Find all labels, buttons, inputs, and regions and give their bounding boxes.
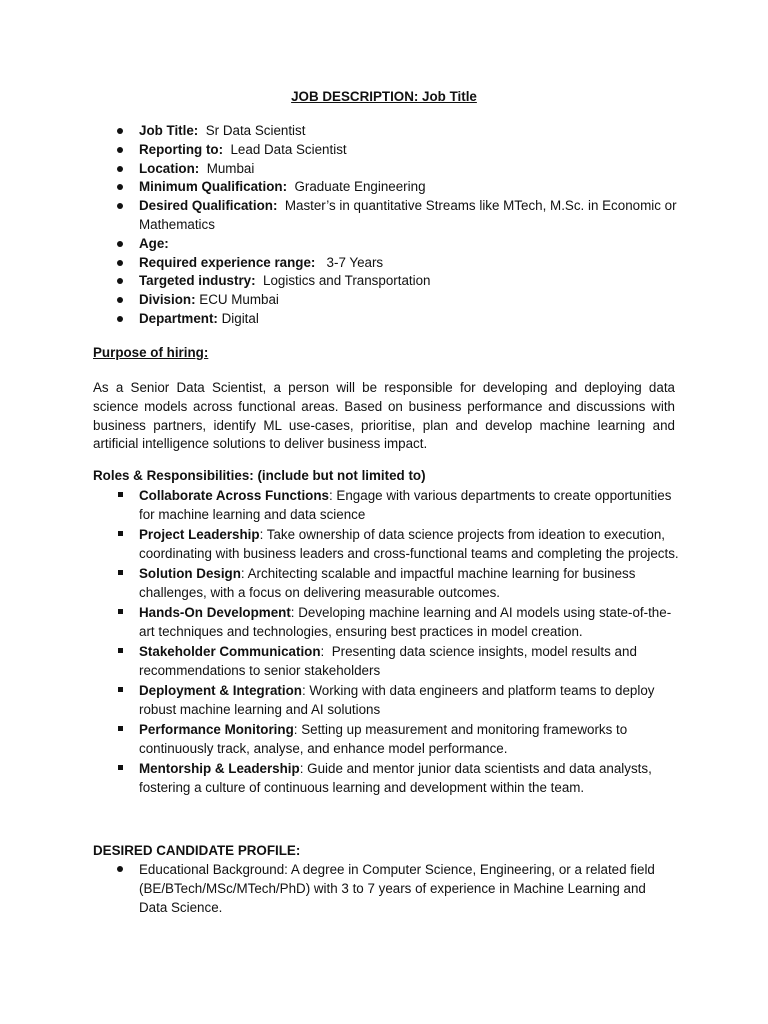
role-item bbox=[139, 603, 679, 641]
role-text: : Guide and mentor junior data scientists and data analysts, fostering a culture of continuous learning and development within the team. bbox=[139, 761, 652, 796]
role-text: : Architecting scalable and impactful machine learning for business challenges, with a focus on delivering measurable outcomes. bbox=[139, 566, 636, 601]
role-item bbox=[139, 525, 679, 563]
role-label: Deployment & Integration bbox=[139, 683, 302, 698]
role-text: : Setting up measurement and monitoring frameworks to continuously track, analyse, and enhance model performance. bbox=[139, 722, 628, 757]
detail-value: ECU Mumbai bbox=[195, 292, 279, 308]
detail-label: Job Title: bbox=[139, 123, 199, 138]
candidate-item: Educational Background: A degree in Computer Science, Engineering, or a related field (BE/BTech/MSc/MTech/PhD) with 3 to 7 years of experience in Machine Learning and Data Science. bbox=[139, 860, 659, 917]
detail-label: Location: bbox=[139, 160, 200, 176]
roles-heading: Roles & Responsibilities: (include but not limited to) bbox=[93, 468, 426, 483]
role-item bbox=[139, 486, 679, 524]
detail-value: Sr Data Scientist bbox=[198, 123, 306, 138]
role-label: Hands-On Development bbox=[139, 605, 291, 620]
detail-value: Digital bbox=[217, 310, 259, 326]
role-item bbox=[139, 681, 679, 719]
role-item bbox=[139, 642, 679, 680]
detail-label: Desired Qualification: bbox=[139, 198, 278, 214]
role-label: Collaborate Across Functions bbox=[139, 488, 329, 503]
role-item bbox=[139, 759, 679, 797]
detail-label: Targeted industry: bbox=[139, 273, 256, 289]
detail-label: Required experience range: bbox=[139, 254, 316, 270]
detail-experience-range bbox=[139, 254, 684, 273]
role-item bbox=[139, 564, 679, 602]
detail-desired-qualification bbox=[139, 197, 684, 235]
roles-list bbox=[139, 486, 679, 798]
detail-value: Logistics and Transportation bbox=[255, 273, 431, 289]
detail-age bbox=[139, 235, 684, 254]
detail-targeted-industry bbox=[139, 272, 684, 291]
detail-label: Age: bbox=[139, 235, 169, 251]
detail-division bbox=[139, 291, 684, 310]
detail-reporting-to bbox=[139, 141, 684, 160]
role-label: Project Leadership bbox=[139, 527, 260, 542]
role-label: Mentorship & Leadership bbox=[139, 761, 300, 776]
detail-location bbox=[139, 160, 684, 179]
detail-label: Minimum Qualification: bbox=[139, 179, 288, 195]
job-details-list bbox=[139, 122, 684, 329]
detail-value: Graduate Engineering bbox=[287, 179, 426, 195]
role-text: : Working with data engineers and platform teams to deploy robust machine learning and AI solutions bbox=[139, 683, 655, 718]
role-text: : Presenting data science insights, model results and recommendations to senior stakeholders bbox=[139, 644, 641, 679]
detail-value: 3-7 Years bbox=[315, 254, 384, 270]
detail-value: Mumbai bbox=[199, 160, 255, 176]
role-text: : Developing machine learning and AI models using state-of-the-art techniques and technologies, ensuring best practices in model creation. bbox=[139, 605, 672, 640]
detail-job-title bbox=[139, 122, 684, 141]
detail-value: Lead Data Scientist bbox=[223, 141, 347, 157]
role-label: Stakeholder Communication bbox=[139, 644, 321, 659]
purpose-heading: Purpose of hiring: bbox=[93, 345, 209, 360]
detail-label: Division: bbox=[139, 292, 196, 308]
purpose-paragraph: As a Senior Data Scientist, a person will be responsible for developing and deploying data science models across functional areas. Based on business performance and discussions with business partners, identify ML use-cases, prioritise, plan and develop machine learning and artificial intelligence solutions to deliver business impact. bbox=[93, 380, 675, 452]
detail-label: Reporting to: bbox=[139, 141, 224, 157]
detail-department bbox=[139, 310, 684, 329]
role-label: Solution Design bbox=[139, 566, 241, 581]
detail-label: Department: bbox=[139, 310, 218, 326]
role-label: Performance Monitoring bbox=[139, 722, 294, 737]
detail-min-qualification bbox=[139, 178, 684, 197]
candidate-profile-list bbox=[139, 860, 659, 917]
role-item bbox=[139, 720, 679, 758]
role-text: : Engage with various departments to create opportunities for machine learning and data science bbox=[139, 488, 672, 523]
document-title: JOB DESCRIPTION: Job Title bbox=[291, 89, 477, 104]
detail-value: Master’s in quantitative Streams like MTech, M.Sc. in Economic or Mathematics bbox=[139, 198, 681, 232]
candidate-profile-heading: DESIRED CANDIDATE PROFILE: bbox=[93, 843, 301, 858]
role-text: : Take ownership of data science projects from ideation to execution, coordinating with business leaders and cross-functional teams and completing the projects. bbox=[139, 527, 679, 562]
